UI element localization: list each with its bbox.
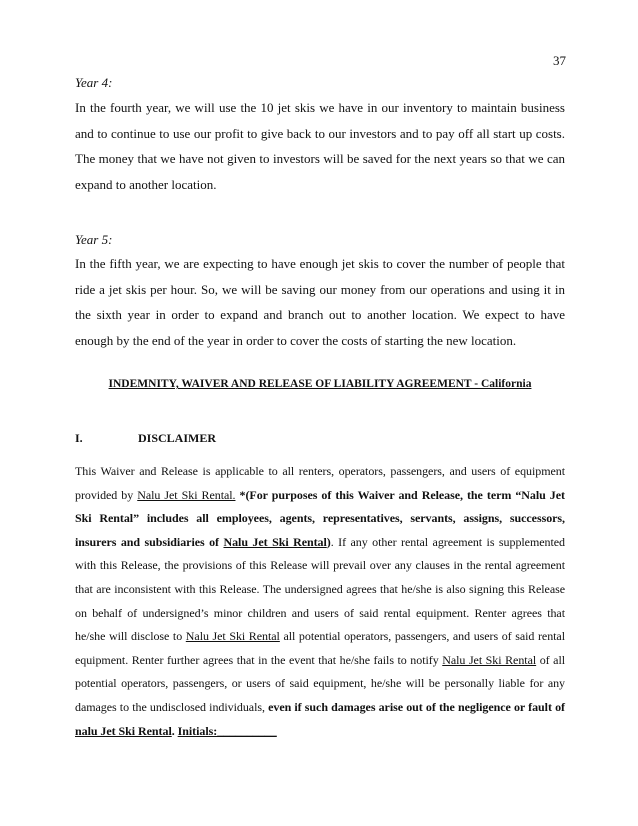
- year-5-paragraph: In the fifth year, we are expecting to have enough jet skis to cover the number of people that ride a jet skis per hour. So, we will be saving our money from our operations and using it in the sixth year in order to expand and branch out to another location. We expect to have enough by the end of the year in order to cover the costs of starting the new location.: [75, 256, 565, 348]
- agreement-title: INDEMNITY, WAIVER AND RELEASE OF LIABILITY AGREEMENT - California: [108, 378, 532, 390]
- disclaimer-paragraph: [75, 460, 565, 743]
- year-4-heading: Year 4:: [75, 75, 113, 90]
- year-4-paragraph: In the fourth year, we will use the 10 jet skis we have in our inventory to maintain business and to continue to use our profit to give back to our investors and to pay off all start up costs. The money that we have not given to investors will be saved for the next years so that we can expand to another location.: [75, 100, 565, 192]
- definition-text: *(For purposes of this Waiver and Release, the term “Nalu Jet Ski Rental” includes all employees, agents, representatives, servants, assigns, successors, insurers and subsidiaries of: [75, 487, 565, 549]
- section-number: I.: [75, 431, 83, 445]
- period: .: [171, 723, 178, 738]
- closing-paren: ): [326, 534, 331, 549]
- company-name: Nalu Jet Ski Rental: [442, 652, 537, 667]
- company-name: nalu Jet Ski Rental: [75, 723, 172, 738]
- initials-field: Initials:__________: [177, 723, 277, 738]
- disclaimer-text: all potential operators, passengers, and users of said rental equipment. Renter further agrees that in the event that he/she fails to notify: [75, 629, 565, 667]
- year-5-heading: Year 5:: [75, 232, 113, 247]
- disclaimer-text: . If any other rental agreement is supplemented with this Release, the provisions of this Release will prevail over any clauses in the rental agreement that are inconsistent with this Release. The undersigned agrees that he/she is also signing this Release on behalf of undersigned’s minor children and users of said rental equipment. Renter agrees that he/she will disclose to: [75, 534, 565, 644]
- company-name: Nalu Jet Ski Rental.: [137, 487, 236, 502]
- disclaimer-text: This Waiver and Release is applicable to all renters, operators, passengers, and users of equipment provided by: [75, 464, 565, 502]
- liability-text: even if such damages arise out of the negligence or fault of: [268, 699, 565, 714]
- disclaimer-text: of all potential operators, passengers, or users of said equipment, he/she will be personally liable for any damages to the undisclosed individuals,: [75, 652, 566, 714]
- company-name: Nalu Jet Ski Rental: [185, 629, 280, 644]
- section-heading: [75, 431, 216, 446]
- page-number: 37: [553, 53, 566, 68]
- section-title: DISCLAIMER: [138, 431, 217, 445]
- company-name: Nalu Jet Ski Rental: [223, 534, 327, 549]
